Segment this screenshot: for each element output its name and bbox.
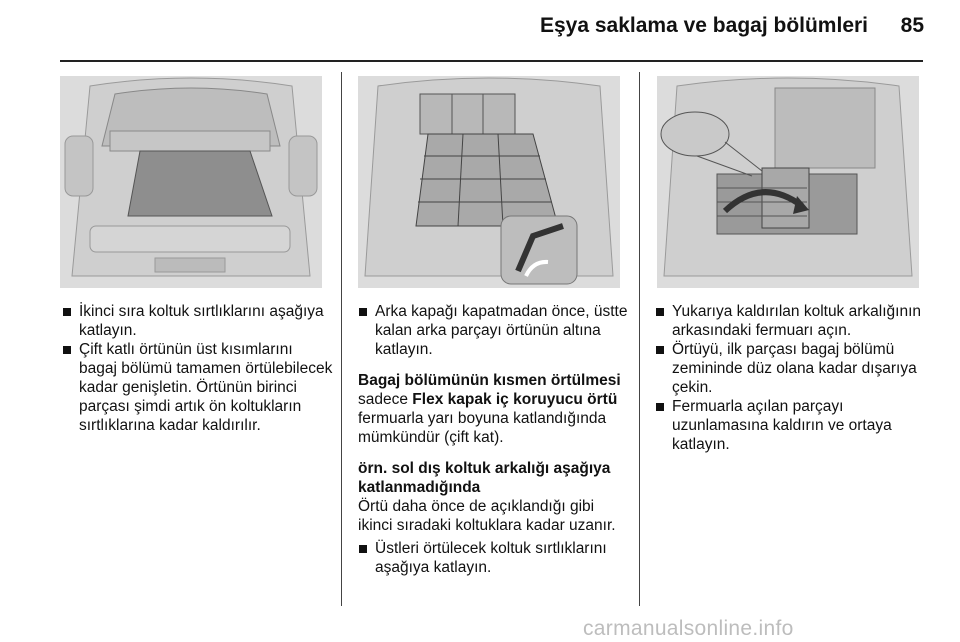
car-trunk-illustration: [60, 76, 322, 288]
paragraph: Örtü daha önce de açıklandığı gibi ikinci sıradaki koltuklara kadar uzanır.: [358, 498, 616, 534]
list-item: Çift katlı örtünün üst kısımlarını bagaj bölümü tamamen örtülebilecek kadar genişletin. Örtünün birinci parçası şimdi artık ön koltukların sırtlıklarına kadar kaldırılır.: [62, 340, 334, 435]
column-2: [358, 302, 630, 577]
paragraph-prefix: sadece: [358, 391, 413, 408]
watermark: carmanualsonline.info: [583, 617, 794, 640]
car-trunk-zipper-illustration: [657, 76, 919, 288]
product-name: Flex kapak iç koruyucu örtü: [412, 391, 618, 408]
illustration-cargo-cover-folded: [60, 76, 322, 288]
car-trunk-grid-illustration: [358, 76, 620, 288]
page-number: 85: [900, 14, 924, 37]
paragraph-text: fermuarla yarı boyuna katlandığında mümkündür (çift kat).: [358, 410, 607, 446]
list-item: Yukarıya kaldırılan koltuk arkalığının arkasındaki fermuarı açın.: [655, 302, 927, 340]
column-1: [62, 302, 334, 435]
illustration-cargo-cover-zipper: [657, 76, 919, 288]
illustration-cargo-cover-grid: [358, 76, 620, 288]
column-divider: [341, 72, 342, 606]
column-divider: [639, 72, 640, 606]
section-heading: Bagaj bölümünün kısmen örtülmesi: [358, 372, 621, 389]
page-title: Eşya saklama ve bagaj bölümleri: [540, 14, 869, 37]
section-heading: örn. sol dış koltuk arkalığı aşağıya katlanmadığında: [358, 460, 611, 496]
list-item: İkinci sıra koltuk sırtlıklarını aşağıya katlayın.: [62, 302, 334, 340]
list-item: Örtüyü, ilk parçası bagaj bölümü zemininde düz olana kadar dışarıya çekin.: [655, 340, 927, 397]
column-3: [655, 302, 927, 454]
list-item: Fermuarla açılan parçayı uzunlamasına kaldırın ve ortaya katlayın.: [655, 397, 927, 454]
header-rule: [60, 60, 923, 62]
paragraph: [358, 390, 630, 447]
list-item: Arka kapağı kapatmadan önce, üstte kalan arka parçayı örtünün altına katlayın.: [358, 302, 630, 359]
list-item: Üstleri örtülecek koltuk sırtlıklarını aşağıya katlayın.: [358, 539, 630, 577]
